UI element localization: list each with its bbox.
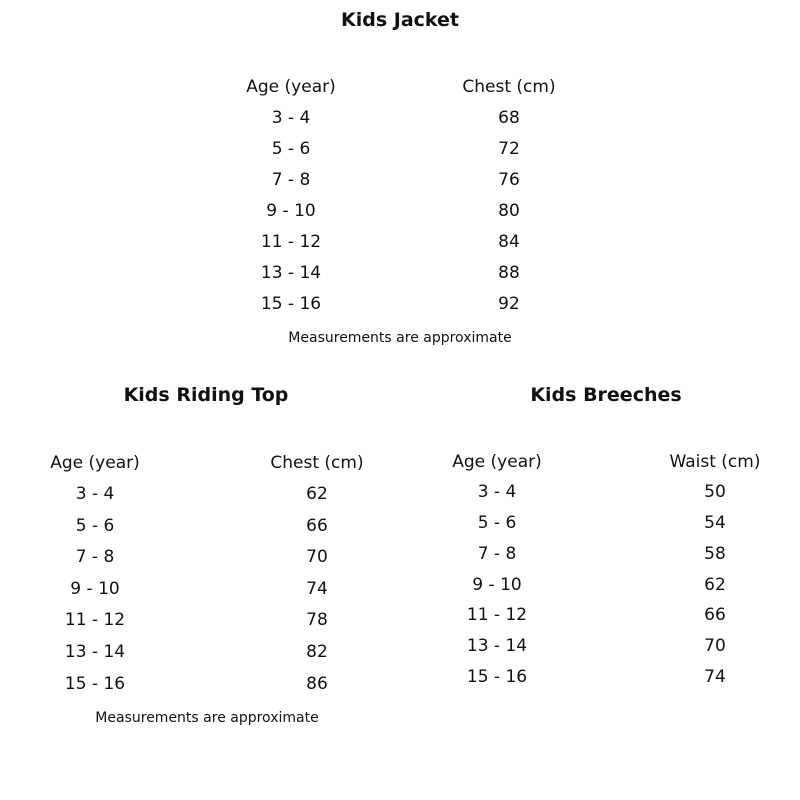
breeches-row-2-age: 5 - 6 [477,513,517,533]
breeches-row-4-age: 9 - 10 [472,575,522,595]
jacket-row-7-chest: 92 [498,294,520,314]
breeches-row-1-waist: 50 [704,482,726,502]
breeches-row-7-age: 15 - 16 [466,667,528,687]
breeches-waist-header: Waist (cm) [669,452,761,472]
riding-top-row-4-age: 9 - 10 [70,579,120,599]
riding-top-note: Measurements are approximate [95,710,319,726]
breeches-row-3-waist: 58 [704,544,726,564]
riding-top-row-7-age: 15 - 16 [64,674,126,694]
breeches-row-5-age: 11 - 12 [466,605,528,625]
breeches-row-5-waist: 66 [704,605,726,625]
riding-top-row-4-chest: 74 [306,579,328,599]
breeches-row-2-waist: 54 [704,513,726,533]
riding-top-row-1-age: 3 - 4 [75,484,115,504]
breeches-row-4-waist: 62 [704,575,726,595]
breeches-row-1-age: 3 - 4 [477,482,517,502]
jacket-row-1-chest: 68 [498,108,520,128]
riding-top-row-5-age: 11 - 12 [64,610,126,630]
riding-top-row-1-chest: 62 [306,484,328,504]
jacket-note: Measurements are approximate [288,330,512,346]
breeches-row-7-waist: 74 [704,667,726,687]
jacket-row-7-age: 15 - 16 [260,294,322,314]
breeches-title: Kids Breeches [530,384,682,406]
riding-top-row-3-chest: 70 [306,547,328,567]
jacket-row-3-age: 7 - 8 [271,170,311,190]
breeches-row-6-waist: 70 [704,636,726,656]
riding-top-row-2-chest: 66 [306,516,328,536]
riding-top-chest-header: Chest (cm) [270,453,364,473]
jacket-row-4-chest: 80 [498,201,520,221]
riding-top-row-6-chest: 82 [306,642,328,662]
breeches-row-6-age: 13 - 14 [466,636,528,656]
jacket-row-6-chest: 88 [498,263,520,283]
breeches-age-header: Age (year) [452,452,542,472]
jacket-row-1-age: 3 - 4 [271,108,311,128]
jacket-row-3-chest: 76 [498,170,520,190]
riding-top-row-7-chest: 86 [306,674,328,694]
jacket-row-6-age: 13 - 14 [260,263,322,283]
riding-top-row-3-age: 7 - 8 [75,547,115,567]
jacket-row-2-age: 5 - 6 [271,139,311,159]
jacket-age-header: Age (year) [246,77,336,97]
riding-top-title: Kids Riding Top [123,384,289,406]
jacket-row-5-chest: 84 [498,232,520,252]
jacket-row-2-chest: 72 [498,139,520,159]
riding-top-row-2-age: 5 - 6 [75,516,115,536]
riding-top-row-6-age: 13 - 14 [64,642,126,662]
jacket-chest-header: Chest (cm) [462,77,556,97]
jacket-row-4-age: 9 - 10 [266,201,316,221]
breeches-row-3-age: 7 - 8 [477,544,517,564]
riding-top-age-header: Age (year) [50,453,140,473]
jacket-title: Kids Jacket [340,9,459,31]
jacket-row-5-age: 11 - 12 [260,232,322,252]
riding-top-row-5-chest: 78 [306,610,328,630]
